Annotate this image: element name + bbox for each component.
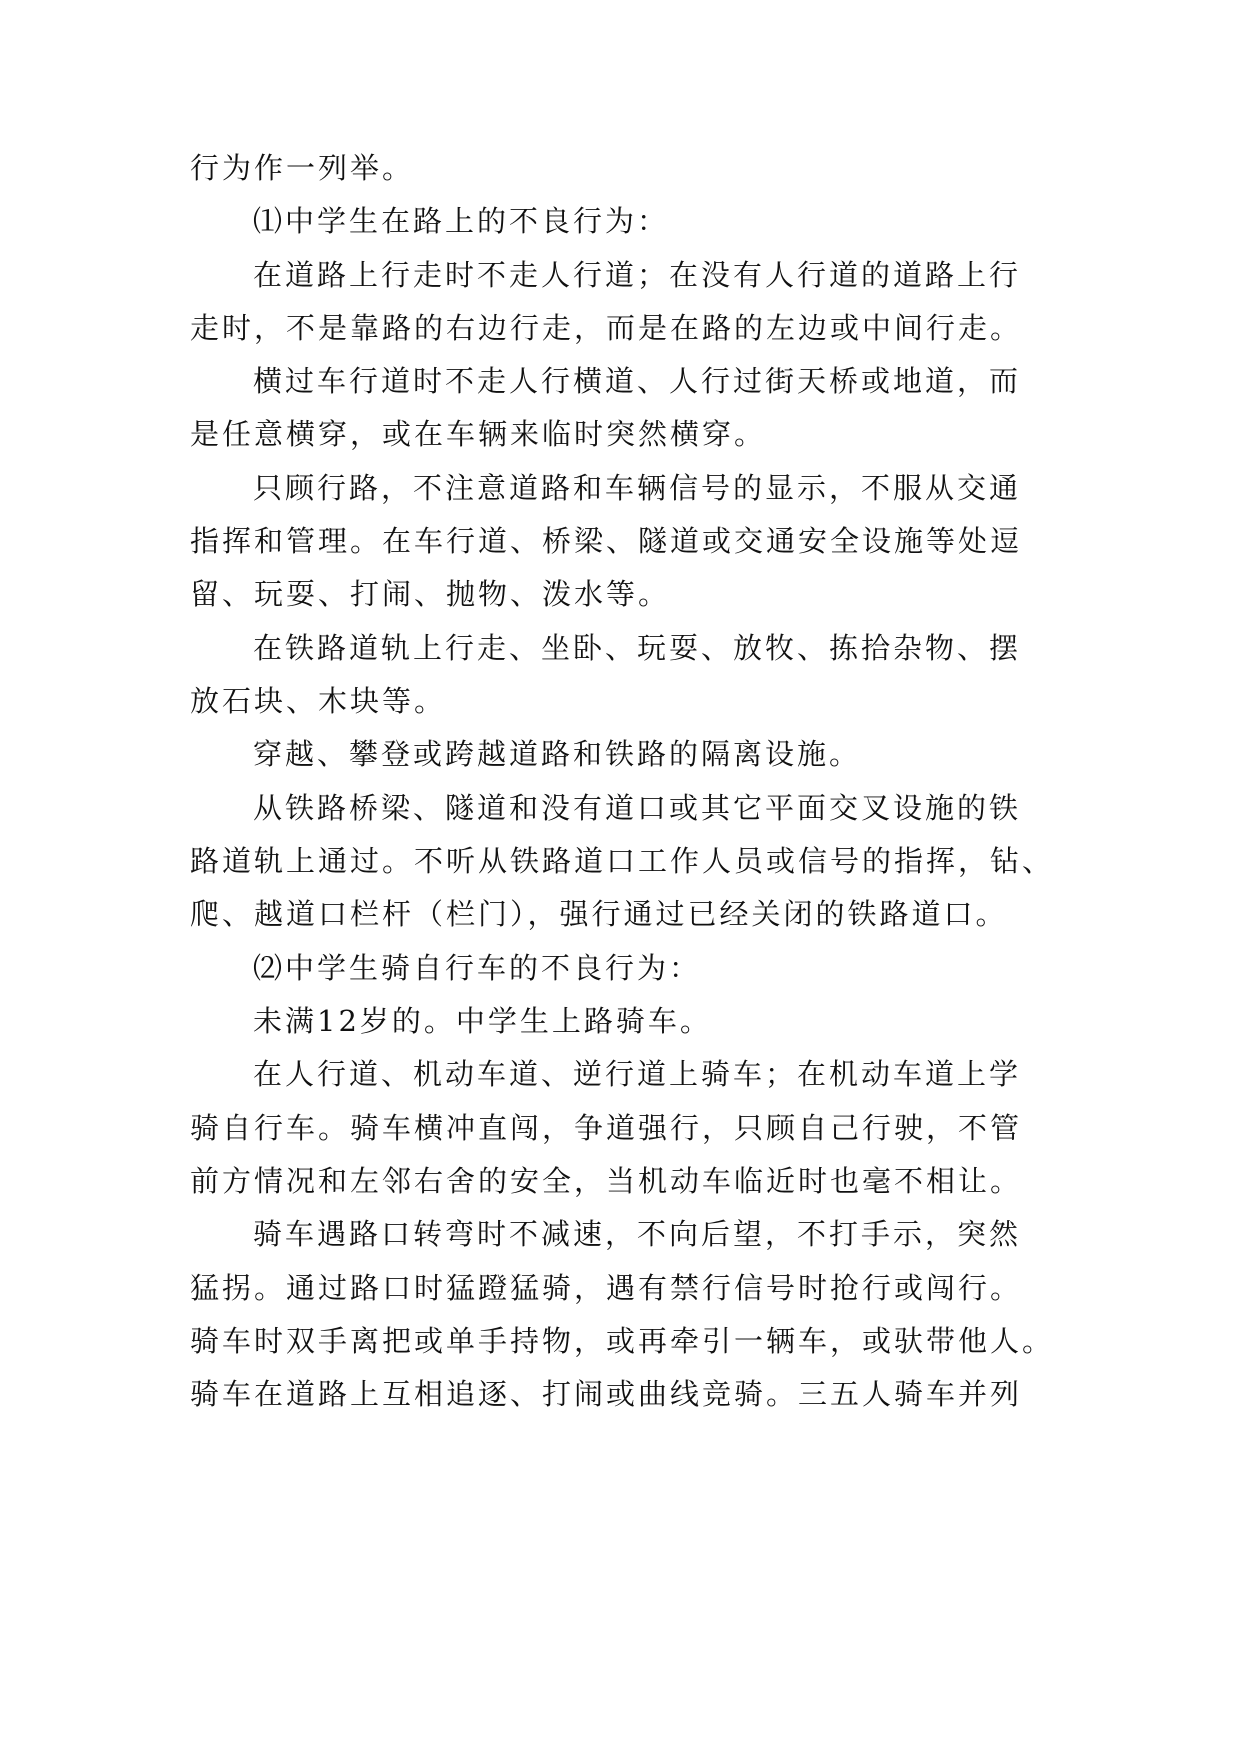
paragraph-line: 路道轨上通过。不听从铁路道口工作人员或信号的指挥，钻、 <box>190 844 1055 878</box>
paragraph-line: 前方情况和左邻右舍的安全，当机动车临近时也毫不相让。 <box>190 1164 1023 1198</box>
paragraph-line: 骑车时双手离把或单手持物，或再牵引一辆车，或驮带他人。 <box>190 1324 1055 1358</box>
paragraph-line: 放石块、木块等。 <box>190 684 447 718</box>
paragraph-line: 穿越、攀登或跨越道路和铁路的隔离设施。 <box>253 737 862 771</box>
paragraph-line: 走时，不是靠路的右边行走，而是在路的左边或中间行走。 <box>190 311 1023 345</box>
paragraph-line: 在铁路道轨上行走、坐卧、玩耍、放牧、拣拾杂物、摆 <box>253 631 1022 665</box>
paragraph-line: 横过车行道时不走人行横道、人行过街天桥或地道，而 <box>253 364 1022 398</box>
text-line: 行为作一列举。 <box>190 151 415 185</box>
paragraph-line: 只顾行路，不注意道路和车辆信号的显示，不服从交通 <box>253 471 1022 505</box>
section-heading: ⑴中学生在路上的不良行为： <box>253 204 670 238</box>
paragraph-line: 在人行道、机动车道、逆行道上骑车；在机动车道上学 <box>253 1057 1022 1091</box>
paragraph-line: 骑车遇路口转弯时不减速，不向后望，不打手示，突然 <box>253 1217 1022 1251</box>
paragraph-line: 留、玩耍、打闹、抛物、泼水等。 <box>190 577 671 611</box>
paragraph-line: 未满12岁的。中学生上路骑车。 <box>253 1004 712 1038</box>
section-heading: ⑵中学生骑自行车的不良行为： <box>253 951 702 985</box>
paragraph-line: 在道路上行走时不走人行道；在没有人行道的道路上行 <box>253 258 1022 292</box>
paragraph-line: 从铁路桥梁、隧道和没有道口或其它平面交叉设施的铁 <box>253 791 1022 825</box>
paragraph-line: 骑车在道路上互相追逐、打闹或曲线竞骑。三五人骑车并列 <box>190 1377 1023 1411</box>
paragraph-line: 指挥和管理。在车行道、桥梁、隧道或交通安全设施等处逗 <box>190 524 1023 558</box>
paragraph-line: 爬、越道口栏杆（栏门），强行通过已经关闭的铁路道口。 <box>190 897 1008 931</box>
paragraph-line: 是任意横穿，或在车辆来临时突然横穿。 <box>190 417 767 451</box>
paragraph-line: 猛拐。通过路口时猛蹬猛骑，遇有禁行信号时抢行或闯行。 <box>190 1271 1023 1305</box>
paragraph-line: 骑自行车。骑车横冲直闯，争道强行，只顾自己行驶，不管 <box>190 1111 1023 1145</box>
